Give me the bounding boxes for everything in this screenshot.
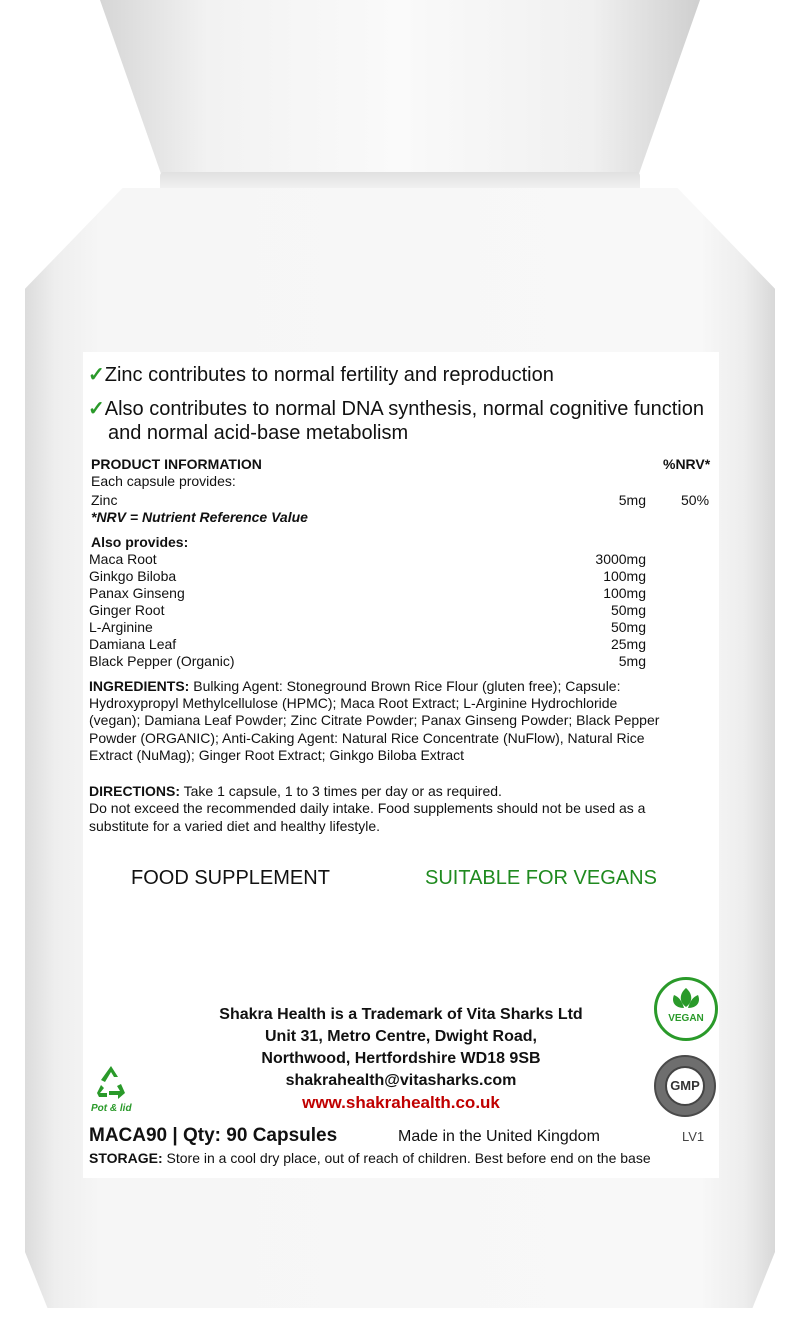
gmp-badge [654, 1055, 716, 1117]
zinc-nrv: 50% [681, 492, 710, 508]
ingredients-line-2: Hydroxypropyl Methylcellulose (HPMC); Maca Root Extract; L-Arginine Hydrochloride [89, 695, 618, 711]
ingredients-line-4: Powder (ORGANIC); Anti-Caking Agent: Natural Rice Concentrate (NuFlow), Natural Rice [89, 730, 645, 746]
food-supplement-text: FOOD SUPPLEMENT [131, 867, 330, 889]
vegan-badge [654, 977, 718, 1041]
nrv-heading: %NRV* [663, 456, 711, 472]
suitable-for-vegans-text: SUITABLE FOR VEGANS [425, 867, 657, 889]
ingredients-line-3: (vegan); Damiana Leaf Powder; Zinc Citrate Powder; Panax Ginseng Powder; Black Pepper [89, 712, 660, 728]
claim-fertility [88, 362, 554, 388]
company-address-1: Unit 31, Metro Centre, Dwight Road, [264, 1028, 537, 1045]
leaf-icon [657, 980, 715, 1038]
recycle-icon [91, 1063, 131, 1103]
claim-dna-continued: and normal acid-base metabolism [108, 422, 409, 444]
list-item-name: Damiana Leaf [89, 636, 177, 652]
label-version: LV1 [682, 1129, 705, 1144]
list-item-amount: 50mg [610, 619, 646, 635]
bottle-lid [100, 0, 700, 188]
list-item-name: Ginger Root [89, 602, 165, 618]
list-item-name: Ginkgo Biloba [89, 568, 177, 584]
each-capsule-text: Each capsule provides: [91, 473, 236, 489]
recycle-text: Pot & lid [91, 1103, 132, 1114]
vegan-badge-text: VEGAN [668, 1013, 704, 1024]
ingredients-line-1 [89, 678, 620, 695]
storage-instructions: Store in a cool dry place, out of reach of children. Best before end on the base [166, 1150, 651, 1166]
product-info-heading: PRODUCT INFORMATION [91, 456, 262, 472]
list-item-name: L-Arginine [89, 619, 153, 635]
nrv-note: *NRV = Nutrient Reference Value [91, 509, 308, 525]
product-code: MACA90 | Qty: 90 Capsules [89, 1125, 338, 1146]
gmp-badge-text: GMP [670, 1078, 700, 1093]
zinc-name: Zinc [91, 492, 118, 508]
list-item-name: Black Pepper (Organic) [89, 653, 235, 669]
storage-text [89, 1150, 651, 1167]
directions-text: Take 1 capsule, 1 to 3 times per day or as required. [183, 783, 502, 799]
company-email[interactable]: shakrahealth@vitasharks.com [285, 1072, 517, 1089]
made-in-text: Made in the United Kingdom [398, 1128, 600, 1145]
ingredients-text: Bulking Agent: Stoneground Brown Rice Flour (gluten free); Capsule: [193, 678, 621, 694]
directions-line-2: Do not exceed the recommended daily intake. Food supplements should not be used as a [89, 800, 646, 816]
zinc-amount: 5mg [618, 492, 646, 508]
product-label [83, 352, 719, 1178]
list-item-amount: 50mg [610, 602, 646, 618]
ingredients-label: INGREDIENTS: [89, 678, 190, 694]
claim-dna [88, 396, 704, 422]
list-item-amount: 100mg [603, 585, 646, 601]
directions-line-1 [89, 783, 502, 800]
check-icon: ✓ [88, 364, 105, 386]
claim-text: Zinc contributes to normal fertility and reproduction [104, 364, 554, 386]
company-address-2: Northwood, Hertfordshire WD18 9SB [261, 1050, 541, 1067]
list-item-amount: 25mg [610, 636, 646, 652]
directions-label: DIRECTIONS: [89, 783, 180, 799]
directions-line-3: substitute for a varied diet and healthy lifestyle. [89, 818, 381, 834]
also-provides-heading: Also provides: [91, 534, 189, 550]
recycle-logo [91, 1063, 131, 1119]
list-item-amount: 5mg [618, 653, 646, 669]
claim-text: Also contributes to normal DNA synthesis, normal cognitive function [104, 398, 704, 420]
storage-label: STORAGE: [89, 1150, 163, 1166]
check-icon: ✓ [88, 398, 105, 420]
company-trademark: Shakra Health is a Trademark of Vita Sharks Ltd [219, 1006, 583, 1023]
company-website[interactable]: www.shakrahealth.co.uk [302, 1093, 500, 1112]
list-item-amount: 100mg [603, 568, 646, 584]
list-item-name: Panax Ginseng [89, 585, 185, 601]
ingredients-line-5: Extract (NuMag); Ginger Root Extract; Ginkgo Biloba Extract [89, 747, 465, 763]
list-item-name: Maca Root [89, 551, 157, 567]
list-item-amount: 3000mg [595, 551, 646, 567]
